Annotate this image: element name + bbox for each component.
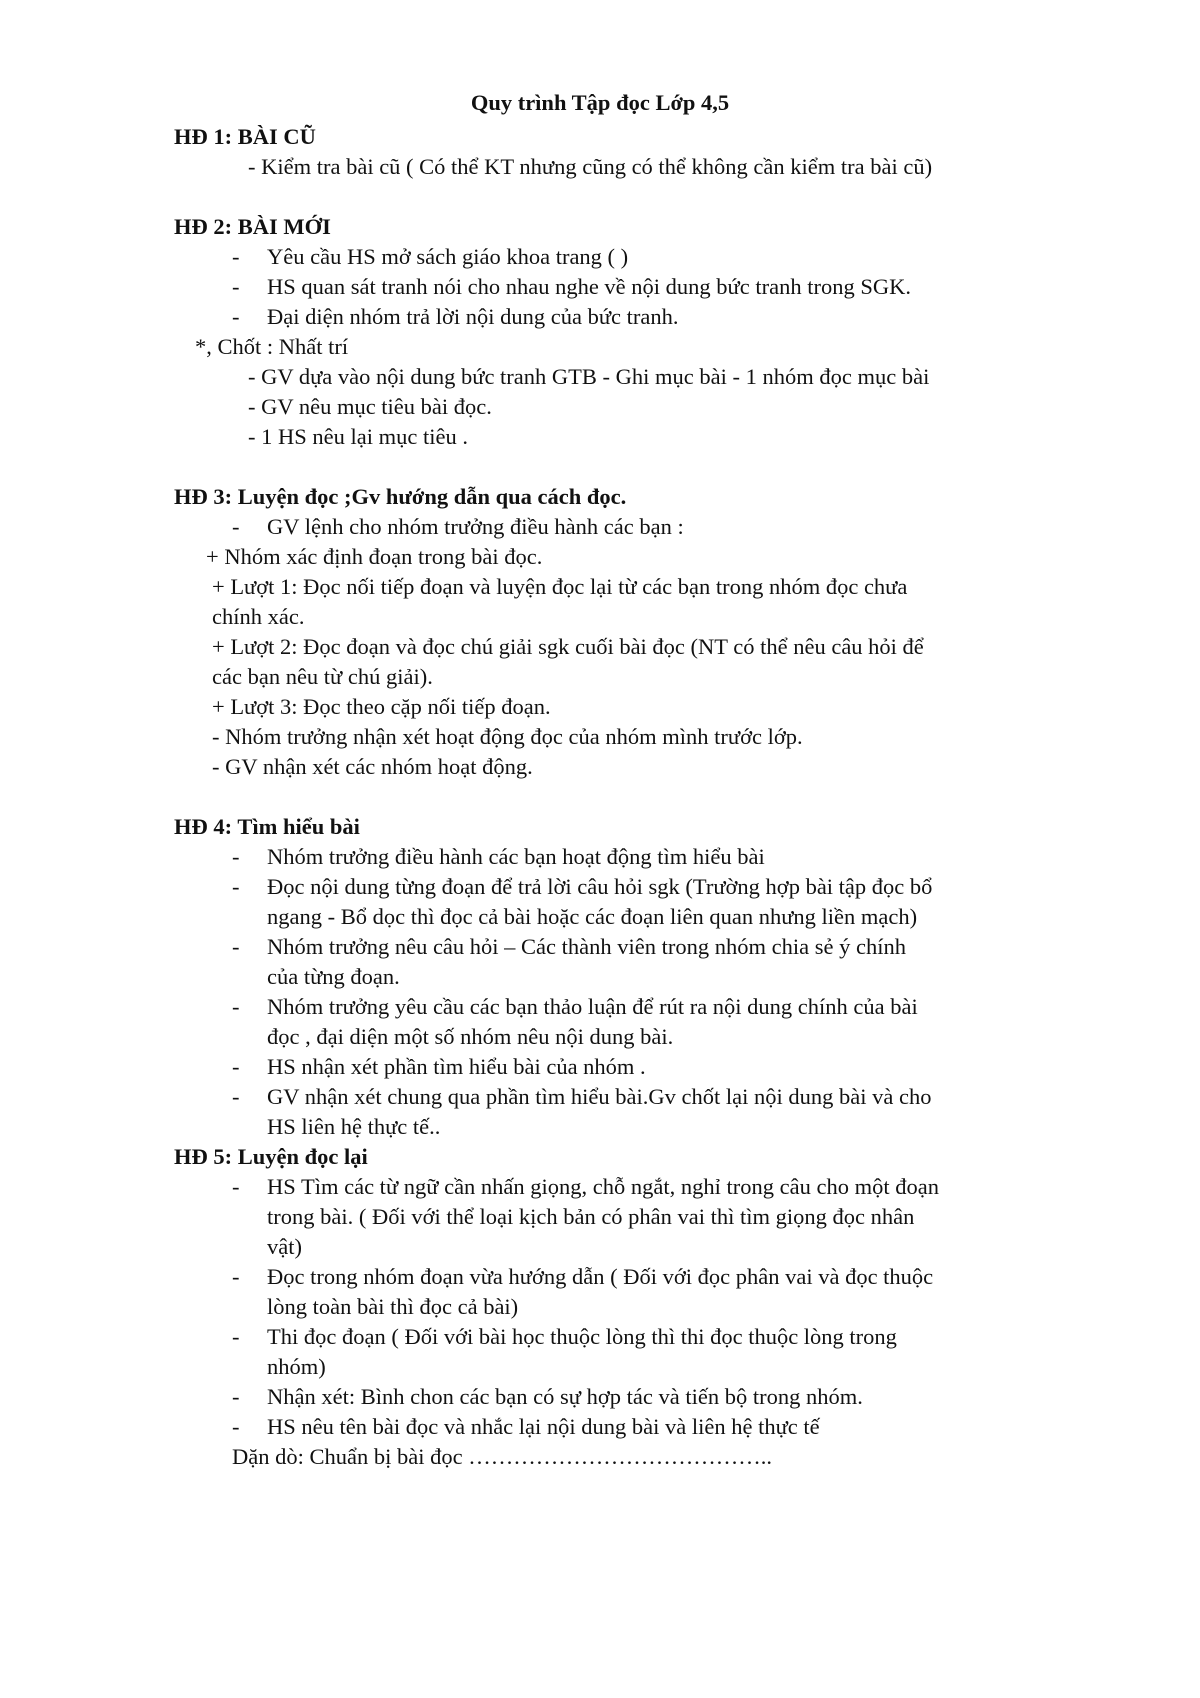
document-page: Quy trình Tập đọc Lớp 4,5 HĐ 1: BÀI CŨ - Kiểm tra bài cũ ( Có thể KT nhưng cũng có thể không cần kiểm tra bài cũ) HĐ 2: BÀI MỚI - Yêu cầu HS mở sách giáo khoa trang ( ) - HS quan sát tranh nói cho nhau nghe về nội dung bức tranh trong SGK. - Đại diện nhóm trả lời nội dung của bức tranh. *, Chốt : Nhất trí - GV dựa vào nội dung bức tranh GTB - Ghi mục bài - 1 nhóm đọc mục bài - GV nêu mục tiêu bài đọc. - 1 HS nêu lại mục tiêu . HĐ 3: Luyện đọc ;Gv hướng dẫn qua cách đọc. - GV lệnh cho nhóm trưởng điều hành các bạn : + Nhóm xác định đoạn trong bài đọc. + Lượt 1: Đọc nối tiếp đoạn và luyện đọc lại từ các bạn trong nhóm đọc chưa chính xác. + Lượt 2: Đọc đoạn và đọc chú giải sgk cuối bài đọc (NT có thể nêu câu hỏi để các bạn nêu từ chú giải). + Lượt 3: Đọc theo cặp nối tiếp đoạn. - Nhóm trưởng nhận xét hoạt động đọc của nhóm mình trước lớp. - GV nhận xét các nhóm hoạt động. HĐ 4: Tìm hiểu bài - Nhóm trưởng điều hành các bạn hoạt động tìm hiểu bài - Đọc nội dung từng đoạn để trả lời câu hỏi sgk (Trường hợp bài tập đọc bổ ngang - Bổ dọc thì đọc cả bài hoặc các đoạn liên quan nhưng liền mạch) - Nhóm trưởng nêu câu hỏi – Các thành viên trong nhóm chia sẻ ý chính của từng đoạn. - Nhóm trưởng yêu cầu các bạn thảo luận để rút ra nội dung chính của bài đọc , đại diện một số nhóm nêu nội dung bài. - HS nhận xét phần tìm hiểu bài của nhóm . - GV nhận xét chung qua phần tìm hiểu bài.Gv chốt lại nội dung bài và cho HS liên hệ thực tế.. HĐ 5: Luyện đọc lại - HS Tìm các từ ngữ cần nhấn giọng, chỗ ngắt, nghỉ trong câu cho một đoạn trong bài. ( Đối với thể loại kịch bản có phân vai thì tìm giọng đọc nhân vật) - Đọc trong nhóm đoạn vừa hướng dẫn ( Đối với đọc phân vai và đọc thuộc lòng toàn bài thì đọc cả bài) - Thi đọc đoạn ( Đối với bài học thuộc lòng thì thi đọc thuộc lòng trong nhóm) - Nhận xét: Bình chon các bạn có sự hợp tác và tiến bộ trong nhóm. - HS nêu tên bài đọc và nhắc lại nội dung bài và liên hệ thực tế Dặn dò: Chuẩn bị bài đọc ………………………………….. <box>0 0 1200 1698</box>
hd5-line: trong bài. ( Đối với thể loại kịch bản có phân vai thì tìm giọng đọc nhân <box>267 1204 915 1229</box>
hd3-line: - Nhóm trưởng nhận xét hoạt động đọc của nhóm mình trước lớp. <box>212 724 803 749</box>
hd4-line: Nhóm trưởng điều hành các bạn hoạt động tìm hiểu bài <box>267 844 765 869</box>
hd3-line: + Lượt 3: Đọc theo cặp nối tiếp đoạn. <box>212 694 551 719</box>
hd5-line: vật) <box>267 1234 302 1259</box>
hd1-heading: HĐ 1: BÀI CŨ <box>174 124 316 149</box>
hd2-bullet: Đại diện nhóm trả lời nội dung của bức tranh. <box>267 304 679 329</box>
hd5-line: Nhận xét: Bình chon các bạn có sự hợp tác và tiến bộ trong nhóm. <box>267 1384 863 1409</box>
hd2-heading: HĐ 2: BÀI MỚI <box>174 214 331 239</box>
hd4-line: GV nhận xét chung qua phần tìm hiểu bài.Gv chốt lại nội dung bài và cho <box>267 1084 932 1109</box>
hd5-heading: HĐ 5: Luyện đọc lại <box>174 1144 368 1169</box>
hd2-sub-line: - 1 HS nêu lại mục tiêu . <box>248 424 468 449</box>
hd2-chot: *, Chốt : Nhất trí <box>195 334 349 359</box>
hd3-line: + Lượt 2: Đọc đoạn và đọc chú giải sgk cuối bài đọc (NT có thể nêu câu hỏi để <box>212 634 924 659</box>
hd1-line: - Kiểm tra bài cũ ( Có thể KT nhưng cũng có thể không cần kiểm tra bài cũ) <box>248 154 933 179</box>
hd4-line: của từng đoạn. <box>267 964 400 989</box>
hd3-line: các bạn nêu từ chú giải). <box>212 664 433 689</box>
document-title: Quy trình Tập đọc Lớp 4,5 <box>470 90 730 115</box>
hd5-line: HS nêu tên bài đọc và nhắc lại nội dung bài và liên hệ thực tế <box>267 1414 820 1439</box>
hd5-line: HS Tìm các từ ngữ cần nhấn giọng, chỗ ngắt, nghỉ trong câu cho một đoạn <box>267 1174 939 1199</box>
hd4-line: đọc , đại diện một số nhóm nêu nội dung bài. <box>267 1024 674 1049</box>
hd2-bullet: Yêu cầu HS mở sách giáo khoa trang ( ) <box>267 244 629 269</box>
hd3-line: + Lượt 1: Đọc nối tiếp đoạn và luyện đọc lại từ các bạn trong nhóm đọc chưa <box>212 574 908 599</box>
hd3-line: - GV nhận xét các nhóm hoạt động. <box>212 754 533 779</box>
hd3-line: chính xác. <box>212 604 305 629</box>
hd4-line: ngang - Bổ dọc thì đọc cả bài hoặc các đoạn liên quan nhưng liền mạch) <box>267 904 918 929</box>
hd2-bullet: HS quan sát tranh nói cho nhau nghe về nội dung bức tranh trong SGK. <box>267 274 911 299</box>
hd5-line: Thi đọc đoạn ( Đối với bài học thuộc lòng thì thi đọc thuộc lòng trong <box>267 1324 897 1349</box>
hd3-line: + Nhóm xác định đoạn trong bài đọc. <box>206 544 543 569</box>
dan-do-line: Dặn dò: Chuẩn bị bài đọc ………………………………….. <box>232 1444 772 1469</box>
hd5-line: nhóm) <box>267 1354 326 1379</box>
hd3-heading: HĐ 3: Luyện đọc ;Gv hướng dẫn qua cách đọc. <box>174 484 627 509</box>
hd4-heading: HĐ 4: Tìm hiểu bài <box>174 814 360 839</box>
hd2-sub-line: - GV nêu mục tiêu bài đọc. <box>248 394 492 419</box>
hd3-bullet: GV lệnh cho nhóm trưởng điều hành các bạn : <box>267 514 684 539</box>
hd5-line: Đọc trong nhóm đoạn vừa hướng dẫn ( Đối với đọc phân vai và đọc thuộc <box>267 1264 934 1289</box>
hd5-line: lòng toàn bài thì đọc cả bài) <box>267 1294 519 1319</box>
hd4-line: Nhóm trưởng yêu cầu các bạn thảo luận để rút ra nội dung chính của bài <box>267 994 918 1019</box>
hd2-sub-line: - GV dựa vào nội dung bức tranh GTB - Ghi mục bài - 1 nhóm đọc mục bài <box>248 364 930 389</box>
hd4-line: HS nhận xét phần tìm hiểu bài của nhóm . <box>267 1054 646 1079</box>
hd4-line: Đọc nội dung từng đoạn để trả lời câu hỏi sgk (Trường hợp bài tập đọc bổ <box>267 874 933 899</box>
hd4-line: Nhóm trưởng nêu câu hỏi – Các thành viên trong nhóm chia sẻ ý chính <box>267 934 906 959</box>
hd4-line: HS liên hệ thực tế.. <box>267 1114 441 1139</box>
